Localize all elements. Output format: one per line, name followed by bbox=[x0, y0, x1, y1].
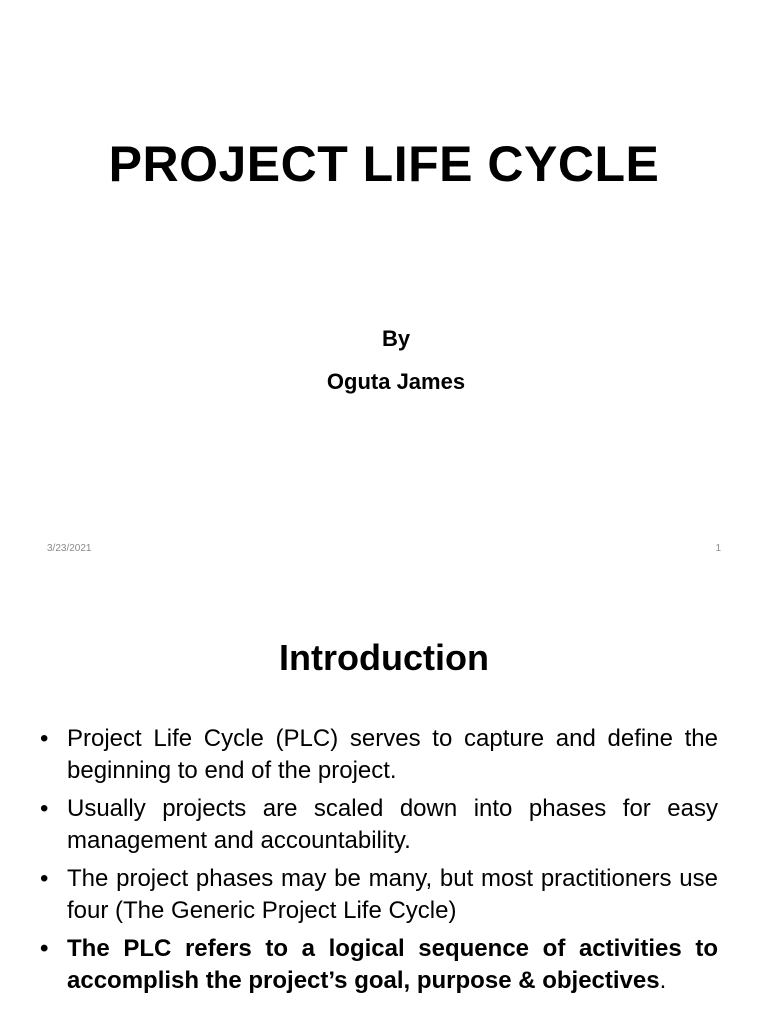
bullet-suffix: . bbox=[659, 967, 667, 994]
slide-title: PROJECT LIFE CYCLE bbox=[108, 136, 660, 192]
bullet-icon: • bbox=[40, 725, 49, 752]
bullet-text: Project Life Cycle (PLC) serves to capture and define the beginning to end of the project. bbox=[67, 725, 718, 784]
slide-date: 3/23/2021 bbox=[47, 543, 92, 554]
bullet-item bbox=[40, 933, 718, 997]
bullet-list bbox=[40, 723, 718, 1003]
bullet-item bbox=[40, 793, 718, 857]
bullet-item bbox=[40, 723, 718, 787]
introduction-slide bbox=[0, 575, 768, 1024]
bullet-text: The PLC refers to a logical sequence of activities to accomplish the project’s goal, purpose & objectives bbox=[67, 935, 718, 994]
slide-number: 1 bbox=[715, 543, 721, 554]
bullet-icon: • bbox=[40, 935, 49, 962]
by-label: By bbox=[381, 326, 411, 351]
bullet-icon: • bbox=[40, 865, 49, 892]
slide-title: Introduction bbox=[279, 637, 489, 678]
bullet-text: Usually projects are scaled down into phases for easy management and accountability. bbox=[67, 795, 718, 854]
author-name: Oguta James bbox=[326, 369, 466, 394]
bullet-text: The project phases may be many, but most practitioners use four (The Generic Project Life Cycle) bbox=[67, 865, 718, 924]
bullet-icon: • bbox=[40, 795, 49, 822]
bullet-item bbox=[40, 863, 718, 927]
